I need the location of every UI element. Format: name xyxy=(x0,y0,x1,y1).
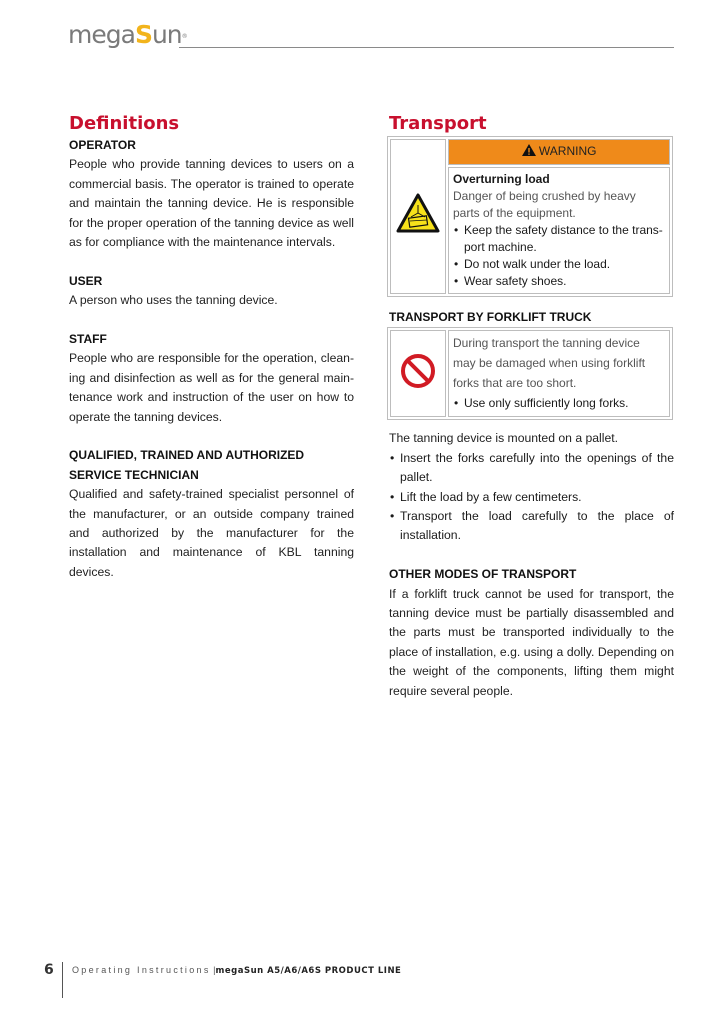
warning-bullet: • Wear safety shoes. xyxy=(453,273,665,290)
prohibition-icon-cell xyxy=(390,330,446,417)
technician-text: Qualified and safety-trained specialist personnel of the manufacturer, or an outside company trained and authorized by the manufacturer for the installation and maintenance of KBL tanning devices. xyxy=(69,487,354,579)
transport-title: Transport xyxy=(389,113,487,134)
page-number: 6 xyxy=(44,962,54,978)
warning-label: WARNING xyxy=(538,144,597,159)
forklift-notice-text: During transport the tanning device may be damaged when using forklift forks that are too short. xyxy=(453,336,646,391)
other-modes-heading: OTHER MODES OF TRANSPORT xyxy=(389,567,577,582)
logo-prefix: mega xyxy=(68,20,135,49)
footer-text xyxy=(72,965,401,976)
warning-body xyxy=(448,167,670,294)
definitions-title: Definitions xyxy=(69,113,180,134)
forklift-notice-body xyxy=(448,330,670,417)
pallet-step: • Insert the forks carefully into the openings of the pallet. xyxy=(389,449,674,488)
footer-separator: | xyxy=(213,965,216,975)
warning-triangle-icon xyxy=(522,144,536,156)
logo-suffix: un xyxy=(151,20,182,49)
logo-s: S xyxy=(134,20,152,49)
staff-heading: STAFF xyxy=(69,332,107,347)
warning-header xyxy=(448,139,670,165)
warning-text: Danger of being crushed by heavy parts of the equipment. xyxy=(453,189,636,220)
header-rule xyxy=(179,47,674,48)
warning-title: Overturning load xyxy=(453,172,550,186)
doc-label: Operating Instructions xyxy=(72,965,211,975)
technician-heading: QUALIFIED, TRAINED AND AUTHORIZED SERVICE TECHNICIAN xyxy=(69,448,305,482)
other-modes-text: If a forklift truck cannot be used for transport, the tanning device must be partially disassembled and the parts must be transported individually to the place of installation, e.g. using a dolly. Depending on the weight of the components, lifting them might require several people. xyxy=(389,586,674,698)
product-line: megaSun A5/A6/A6S PRODUCT LINE xyxy=(215,966,402,976)
pallet-step: • Transport the load carefully to the place of installation. xyxy=(389,507,674,546)
operator-text: People who provide tanning devices to users on a commercial basis. The operator is trained to operate and maintain the tanning device. He is responsible for the proper operation of the tanning device as well as for compliance with the maintenance intervals. xyxy=(69,157,354,250)
warning-icon-cell xyxy=(390,139,446,294)
warning-bullet: • Do not walk under the load. xyxy=(453,256,665,273)
pallet-steps xyxy=(389,449,674,546)
user-text: A person who uses the tanning device. xyxy=(69,293,278,308)
megasun-logo xyxy=(68,20,187,50)
warning-bullets xyxy=(453,222,665,290)
pallet-step: • Lift the load by a few centimeters. xyxy=(389,488,674,507)
staff-text: People who are responsible for the operation, cleaning and disinfection as well as for the general maintenance work and instruction of the user on how to operate the tanning devices. xyxy=(69,351,354,424)
pallet-intro: The tanning device is mounted on a pallet. xyxy=(389,431,619,446)
warning-bullet: • Keep the safety distance to the transport machine. xyxy=(453,222,665,256)
forklift-notice-box xyxy=(387,327,673,420)
prohibition-icon xyxy=(400,353,436,389)
forklift-bullets xyxy=(453,393,665,413)
definitions-column xyxy=(69,113,354,582)
user-heading: USER xyxy=(69,273,103,288)
transport-column xyxy=(389,113,674,701)
footer-rule xyxy=(62,962,63,998)
suspended-load-warning-icon xyxy=(396,193,440,233)
forklift-heading: TRANSPORT BY FORKLIFT TRUCK xyxy=(389,310,592,324)
registered-mark: ® xyxy=(181,33,187,40)
forklift-bullet: • Use only sufficiently long forks. xyxy=(453,393,665,413)
page-header xyxy=(68,20,674,50)
warning-box xyxy=(387,136,673,297)
operator-heading: OPERATOR xyxy=(69,138,136,152)
